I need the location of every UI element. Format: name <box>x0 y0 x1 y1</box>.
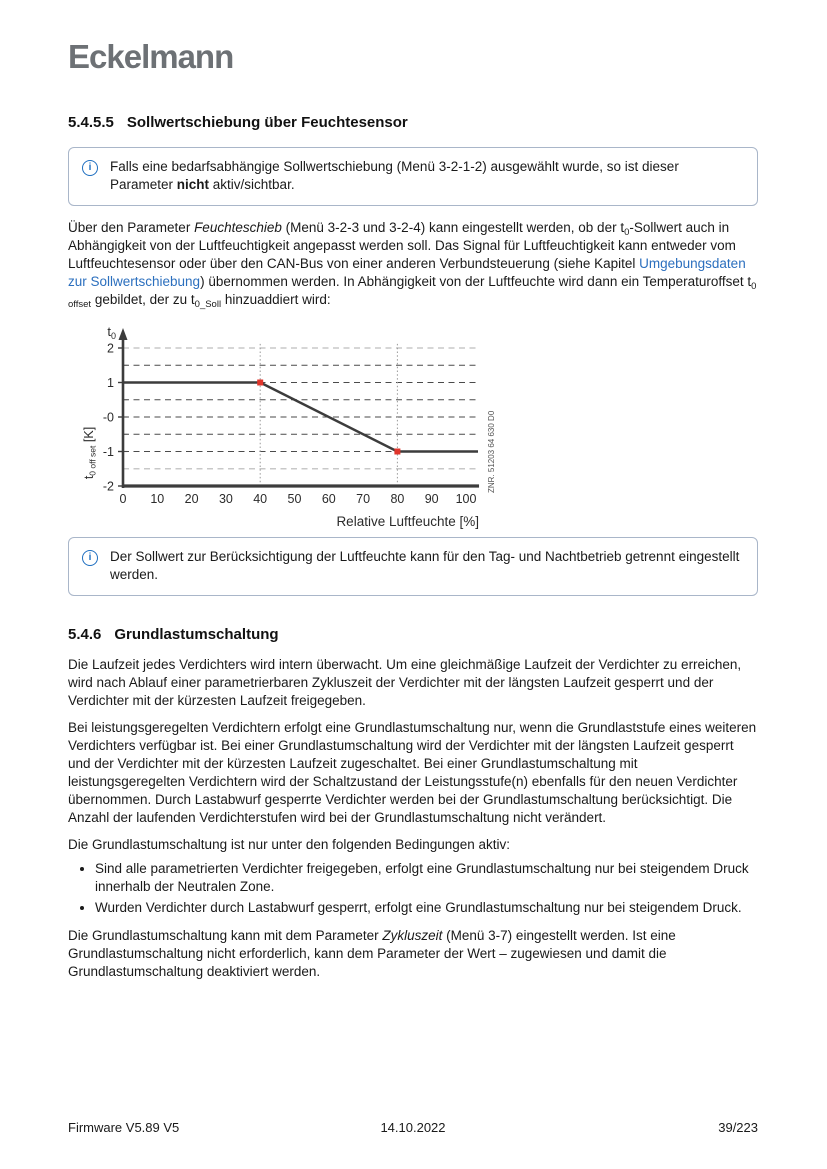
grundlast-paragraph-1: Die Laufzeit jedes Verdichters wird intern überwacht. Um eine gleichmäßige Laufzeit der Verdichter zu erreichen, wird nach Ablauf einer parametrierbaren Zykluszeit der Verdichter mit der längsten Laufzeit gesperrt und der Verdichter mit der kürzesten Laufzeit freigegeben. <box>68 657 742 708</box>
x-tick-label: 90 <box>424 492 439 506</box>
breakpoint-marker <box>257 380 263 386</box>
section-title: Sollwertschiebung über Feuchtesensor <box>126 114 408 131</box>
y-axis-label: $t_{0 off set}$ [K] <box>82 426 98 480</box>
humidity-offset-chart <box>74 318 758 535</box>
info-box-text: Der Sollwert zur Berücksichtigung der Luftfeuchte kann für den Tag- und Nachtbetrieb getrennt eingestellt werden. <box>110 549 740 582</box>
x-tick-label: 100 <box>455 492 477 506</box>
chapter-link[interactable]: Umgebungsdaten zur Sollwertschiebung <box>68 256 746 289</box>
footer-date: 14.10.2022 <box>380 1120 446 1135</box>
axis-top-label: $t_0$ <box>107 324 116 341</box>
section-heading-grundlast <box>68 626 758 643</box>
grundlast-paragraph-4: Die Grundlastumschaltung kann mit dem Parameter Zykluszeit (Menü 3-7) eingestellt werden. Ist eine Grundlastumschaltung nicht erforderlich, kann dem Parameter der Wert – zugewiesen und damit die Grundlastumschaltung deaktiviert werden. <box>68 928 676 979</box>
y-tick-label: 2 <box>107 341 114 356</box>
x-tick-label: 0 <box>119 492 127 506</box>
info-icon: i <box>82 160 98 176</box>
drawing-number-note: ZNR. 51203 64 630 D0 <box>487 410 496 493</box>
info-box-sollwertschiebung <box>68 147 758 206</box>
section-title: Grundlastumschaltung <box>114 626 279 643</box>
list-item: • Wurden Verdichter durch Lastabwurf gesperrt, erfolgt eine Grundlastumschaltung nur bei steigendem Druck. <box>95 899 758 917</box>
footer-page-number: 39/223 <box>718 1120 758 1135</box>
info-icon: i <box>82 550 98 566</box>
eckelmann-logo: Eckelmann <box>68 38 234 75</box>
x-tick-label: 20 <box>184 492 199 506</box>
y-axis-arrow <box>119 328 128 340</box>
footer-firmware: Firmware V5.89 V5 <box>68 1120 180 1135</box>
x-tick-label: 50 <box>287 492 302 506</box>
chart-svg <box>74 318 516 530</box>
intro-paragraph: Über den Parameter Feuchteschieb (Menü 3-2-3 und 3-2-4) kann eingestellt werden, ob der $t_0$-Sollwert auch in Abhängigkeit von der Luftfeuchtigkeit angepasst werden soll. Das Signal für Luftfeuchtigkeit kann entweder vom Luftfeuchtesensor oder über den CAN-Bus von einer anderen Verbundsteuerung (siehe Kapitel Umgebungsdaten zur Sollwertschiebung) übernommen werden. In Abhängigkeit von der Luftfeuchte wird dann ein Temperaturoffset $t_{0 offset}$ gebildet, der zu $t_{0\_Soll}$ hinzuaddiert wird: <box>68 220 757 310</box>
x-tick-label: 80 <box>390 492 405 506</box>
grundlast-paragraph-3: Die Grundlastumschaltung ist nur unter den folgenden Bedingungen aktiv: <box>68 837 511 852</box>
grundlast-paragraph-2: Bei leistungsgeregelten Verdichtern erfolgt eine Grundlastumschaltung nur, wenn die Grundlaststufe eines weiteren Verdichters verfügbar ist. Bei einer Grundlastumschaltung wird der Verdichter mit der längsten Laufzeit gesperrt und der Verdichter mit der kürzesten Laufzeit zugeschaltet. Bei einer Grundlastumschaltung mit leistungsgeregelten Verdichtern wird der Schaltzustand der Leistungsstufe(n) ebenfalls für den neuen Verdichter übernommen. Durch Lastabwurf gesperrte Verdichter werden bei der Grundlastumschaltung berücksichtigt. Die Anzahl der laufenden Verdichterstufen wird bei der Grundlastumschaltung nicht verändert. <box>68 720 757 825</box>
breakpoint-marker <box>394 449 400 455</box>
condition-list <box>68 860 758 917</box>
x-tick-label: 70 <box>356 492 371 506</box>
section-heading-feuchtesensor <box>68 114 758 131</box>
page-footer <box>68 1120 758 1135</box>
x-tick-label: 60 <box>321 492 336 506</box>
x-tick-label: 30 <box>218 492 233 506</box>
list-item: • Sind alle parametrierten Verdichter freigegeben, erfolgt eine Grundlastumschaltung nur bei steigendem Druck innerhalb der Neutralen Zone. <box>95 860 758 896</box>
y-tick-label: -0 <box>102 410 114 425</box>
y-tick-label: 1 <box>107 376 114 390</box>
info-box-text: Falls eine bedarfsabhängige Sollwertschiebung (Menü 3-2-1-2) ausgewählt wurde, so ist dieser Parameter nicht aktiv/sichtbar. <box>110 159 679 192</box>
x-tick-label: 10 <box>150 492 165 506</box>
x-tick-label: 40 <box>253 492 268 506</box>
y-tick-label: -2 <box>102 479 114 494</box>
section-number: 5.4.6 <box>68 626 102 643</box>
section-number: 5.4.5.5 <box>68 114 114 131</box>
x-axis-label: Relative Luftfeuchte [%] <box>336 514 480 529</box>
y-tick-label: -1 <box>102 445 114 459</box>
info-box-luftfeuchte <box>68 537 758 596</box>
